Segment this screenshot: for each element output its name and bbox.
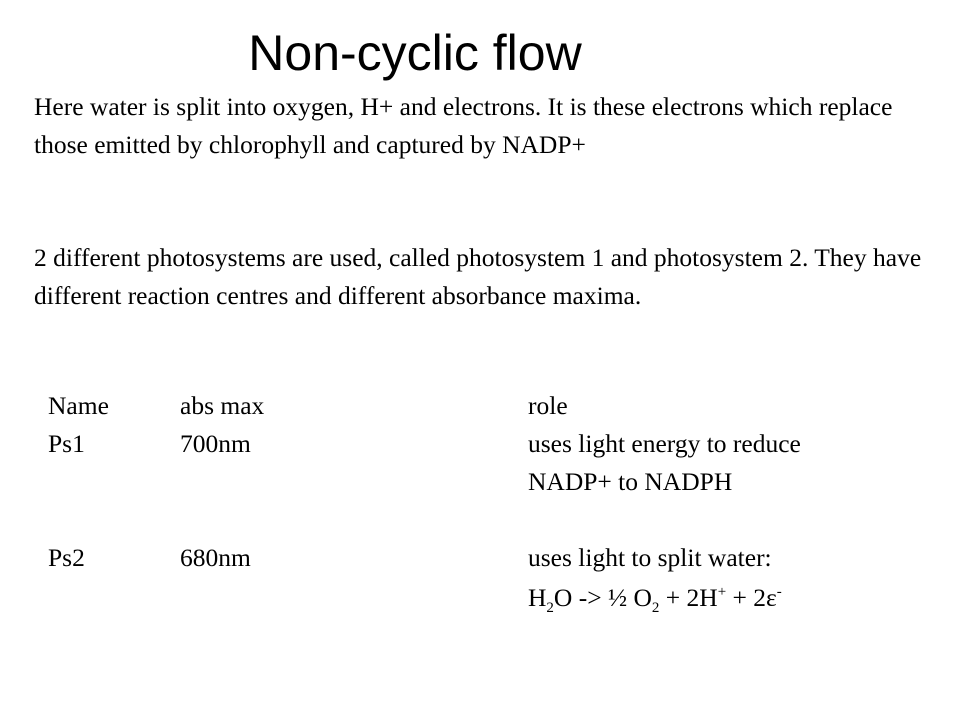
paragraph-photosystems: 2 different photosystems are used, called photosystem 1 and photosystem 2. They have different reaction centres and different absorbance maxima. — [34, 243, 922, 310]
eq-sup-plus: + — [717, 584, 727, 600]
header-role: role — [528, 391, 568, 420]
paragraph-water-split: Here water is split into oxygen, H+ and electrons. It is these electrons which replace those emitted by chlorophyll and captured by NADP+ — [34, 92, 893, 159]
header-name: Name — [48, 391, 109, 420]
ps2-name: Ps2 — [48, 543, 85, 572]
ps1-role-line1: uses light energy to reduce — [528, 429, 801, 458]
header-abs-max: abs max — [180, 391, 265, 420]
eq-sub-2b: 2 — [651, 600, 660, 616]
ps2-role-line1: uses light to split water: — [528, 543, 772, 572]
ps1-abs-max: 700nm — [180, 429, 251, 458]
eq-h: H — [528, 583, 547, 612]
eq-sup-minus: - — [776, 584, 782, 600]
water-split-equation — [528, 583, 782, 617]
eq-plus-2h: + 2H — [659, 583, 718, 612]
ps1-name: Ps1 — [48, 429, 85, 458]
ps1-role-line2: NADP+ to NADPH — [528, 467, 733, 496]
eq-plus-2e: + 2ε — [726, 583, 777, 612]
slide-title: Non-cyclic flow — [248, 25, 582, 81]
ps2-abs-max: 680nm — [180, 543, 251, 572]
eq-o-arrow: O -> ½ O — [553, 583, 652, 612]
eq-sub-2a: 2 — [546, 600, 554, 616]
